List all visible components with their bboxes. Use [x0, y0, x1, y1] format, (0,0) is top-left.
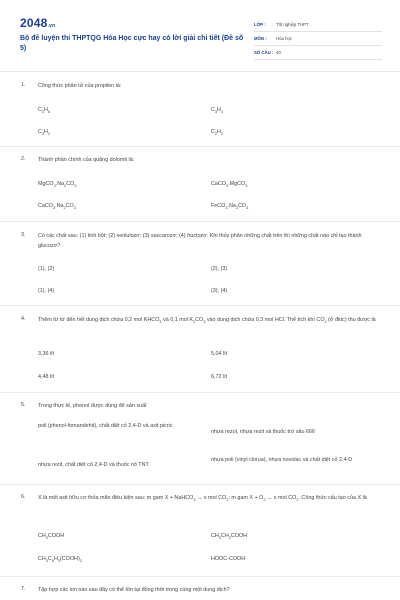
question-text: Thêm từ từ đến hết dung dịch chứa 0,2 mol $KHCO_3$ và 0,1 mol $K_2CO_3$ vào dung dịch chứa 0,3 mol HCl. Thể tích khí $CO_2$ (ở đktc) thu được là [38, 317, 376, 325]
option-a[interactable]: $CH_3COOH$ [38, 533, 65, 541]
question-divider [0, 392, 400, 393]
header-divider [0, 71, 400, 72]
question-divider [0, 576, 400, 577]
exam-meta [254, 18, 382, 60]
meta-label: LỚP : [254, 22, 266, 27]
question-number: 1. [21, 82, 26, 88]
option-b[interactable]: (2), (3) [211, 266, 228, 272]
option-d[interactable]: nhựa poli (vinyl clorua), nhựa novolac và chất diệt cỏ 2,4-D [211, 457, 353, 463]
question-divider [0, 221, 400, 222]
option-a[interactable]: $C_3H_6$ [38, 107, 51, 115]
question-3 [21, 232, 381, 300]
question-text: Có các chất sau: (1) tinh bột; (2) xenlulozơ; (3) saccarozơ; (4) fructozơ. Khi thủy phân những chất trên thì những chất nào chỉ tạo thành glucozơ? [38, 233, 362, 249]
question-text: X là một axit hữu cơ thỏa mãn điều kiện sau: m gam X + NaHCO$_3$ → x mol $CO_2$; m gam $X + O_2 \to x$ mol $CO_2$. Công thức cấu tạo của X là [38, 495, 367, 503]
option-d[interactable]: $C_2H_2$ [211, 129, 224, 137]
meta-label: MÔN : [254, 36, 267, 41]
option-d[interactable]: (3), (4) [211, 288, 228, 294]
question-divider [0, 146, 400, 147]
question-1 [21, 82, 381, 138]
question-7 [21, 586, 381, 598]
option-b[interactable]: 5,04 lít [211, 351, 228, 357]
question-number: 6. [21, 494, 26, 500]
question-divider [0, 484, 400, 485]
question-text: Công thức phân tử của propilen là: [38, 83, 122, 89]
option-c[interactable]: 4,48 lít [38, 374, 55, 380]
question-4 [21, 316, 381, 384]
option-b[interactable]: $C_3H_4$ [211, 107, 224, 115]
question-text: Thành phần chính của quặng dolomit là: [38, 157, 135, 163]
meta-value: Hóa học [276, 36, 293, 41]
question-text: Trong thực tế, phenol được dùng để sản xuất [38, 403, 147, 409]
option-a[interactable]: (1), (2) [38, 266, 55, 272]
question-number: 2. [21, 156, 26, 162]
option-c[interactable]: nhựa rezit, chất diệt cỏ 2,4-D và thuốc nổ TNT [38, 462, 149, 468]
option-d[interactable]: HOOC-COOH [211, 556, 246, 562]
question-number: 5. [21, 402, 26, 408]
question-5 [21, 402, 381, 482]
exam-title: Bộ đề luyện thi THPTQG Hóa Học cực hay có lời giải chi tiết (Đề số 5) [20, 35, 244, 52]
question-text: Tập hợp các ion nào sau đây có thể tồn tại đồng thời trong cùng một dung dịch? [38, 587, 230, 593]
option-a[interactable]: 3,36 lít [38, 351, 55, 357]
option-a[interactable]: $MgCO_3.Na_2CO_3$ [38, 181, 77, 189]
exam-header [20, 14, 382, 70]
meta-row-subject [254, 32, 382, 46]
option-b[interactable]: nhựa rezol, nhựa rezit và thuốc trừ sâu 666 [211, 429, 316, 435]
option-c[interactable]: $CH_3C_6H_3(COOH)_2$ [38, 556, 82, 564]
option-a[interactable]: poli (phenol-fomandehit), chất diệt cỏ 2,4-D và axit picric [38, 423, 173, 429]
option-c[interactable]: $CaCO_3.Na_2CO_3$ [38, 203, 76, 211]
meta-label: SỐ CÂU : [254, 50, 274, 55]
question-number: 4. [21, 316, 26, 322]
question-6 [21, 494, 381, 574]
option-b[interactable]: CaCO$_3$.MgCO$_3$ [211, 181, 248, 189]
option-d[interactable]: 6,72 lít [211, 374, 228, 380]
option-c[interactable]: $C_3H_2$ [38, 129, 51, 137]
option-b[interactable]: $CH_3CH_2COOH$ [211, 533, 248, 541]
question-number: 7. [21, 586, 26, 592]
question-2 [21, 156, 381, 216]
question-number: 3. [21, 232, 26, 238]
meta-value: Tốt nghiệp THPT [276, 22, 309, 27]
option-c[interactable]: (1), (4) [38, 288, 55, 294]
site-logo[interactable]: 2048.vn [20, 16, 56, 30]
option-d[interactable]: $FeCO_3.Na_2CO_3$ [211, 203, 249, 211]
question-divider [0, 305, 400, 306]
meta-value: 40 [276, 50, 281, 55]
meta-row-grade [254, 18, 382, 32]
meta-row-count [254, 46, 382, 60]
